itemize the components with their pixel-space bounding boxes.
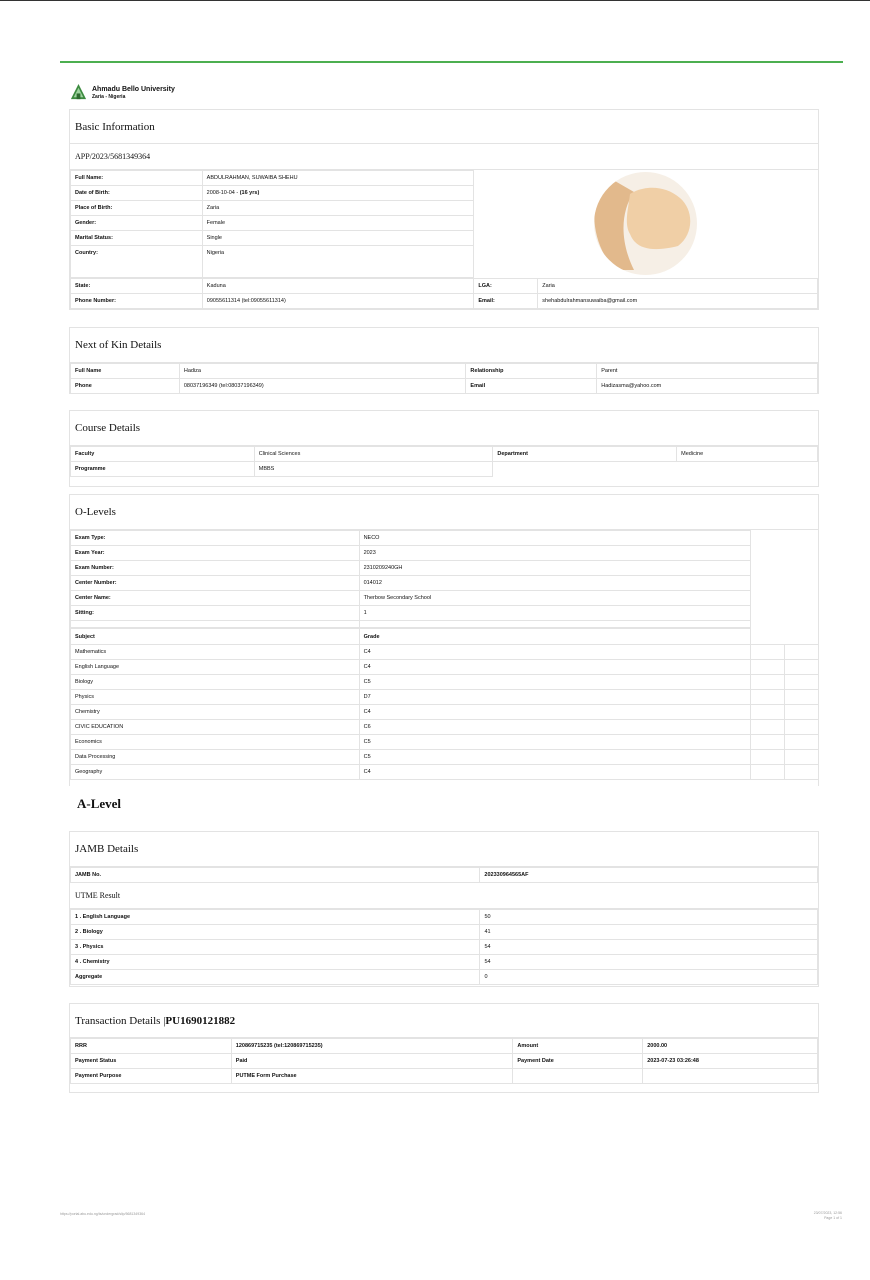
footer-meta <box>814 1211 842 1221</box>
field-label: Relationship <box>466 364 597 379</box>
table-row <box>71 576 751 591</box>
field-label: Exam Year: <box>71 546 360 561</box>
field-label: Exam Number: <box>71 561 360 576</box>
field-label: RRR <box>71 1039 232 1054</box>
dob-value: 2008-10-04 - <box>206 190 240 196</box>
table-row <box>71 606 751 621</box>
field-label: Marital Status: <box>71 231 203 246</box>
subject-grade: C5 <box>359 750 750 765</box>
utme-subject: 3 . Physics <box>71 940 480 955</box>
table-row <box>71 970 818 985</box>
university-header <box>69 83 175 102</box>
field-value: Hadizasma@yahoo.com <box>597 379 818 394</box>
field-label: Phone <box>71 379 180 394</box>
field-label: Date of Birth: <box>71 186 203 201</box>
status-value: Paid <box>231 1054 513 1069</box>
table-row <box>71 735 819 750</box>
table-row <box>71 675 819 690</box>
basic-information-section <box>69 109 819 310</box>
field-label: Exam Type: <box>71 531 360 546</box>
field-value: 09055611314 (tel:09055611314) <box>202 294 474 309</box>
field-label: JAMB No. <box>71 868 480 883</box>
field-value: 2023 <box>359 546 750 561</box>
purpose-value: PUTME Form Purchase <box>231 1069 513 1084</box>
table-row <box>71 940 818 955</box>
empty-cell <box>677 462 818 477</box>
field-label: Faculty <box>71 447 255 462</box>
section-title: O-Levels <box>70 495 818 530</box>
field-label: Full Name <box>71 364 180 379</box>
subject-grade: C4 <box>359 660 750 675</box>
field-label: State: <box>71 279 203 294</box>
header-rule <box>60 61 843 63</box>
table-row <box>71 462 818 477</box>
field-value: MBBS <box>254 462 493 477</box>
field-label: Email <box>466 379 597 394</box>
jamb-no-table <box>70 867 818 883</box>
transaction-table <box>70 1038 818 1084</box>
field-label: Phone Number: <box>71 294 203 309</box>
utme-subject: 4 . Chemistry <box>71 955 480 970</box>
spacer-cell <box>71 621 360 628</box>
jamb-number: 202330964565AF <box>480 868 818 883</box>
aggregate-value: 0 <box>480 970 818 985</box>
field-label: Amount <box>513 1039 643 1054</box>
basic-info-table <box>70 170 474 278</box>
subject-name: Physics <box>71 690 360 705</box>
date-value: 2023-07-23 03:26:48 <box>643 1054 818 1069</box>
subjects-table <box>70 628 819 780</box>
amount-value: 2000.00 <box>643 1039 818 1054</box>
table-row <box>71 186 474 201</box>
field-value: Clinical Sciences <box>254 447 493 462</box>
subject-name: CIVIC EDUCATION <box>71 720 360 735</box>
subject-name: English Language <box>71 660 360 675</box>
o-levels-section <box>69 494 819 786</box>
empty-cell <box>751 660 785 675</box>
kin-table <box>70 363 818 394</box>
table-row <box>71 171 474 186</box>
contact-table <box>70 278 818 309</box>
field-value: Parent <box>597 364 818 379</box>
field-value: 014012 <box>359 576 750 591</box>
utme-score: 50 <box>480 910 818 925</box>
table-row <box>71 660 819 675</box>
field-label: Email: <box>474 294 538 309</box>
field-label: Place of Birth: <box>71 201 203 216</box>
empty-cell <box>751 645 785 660</box>
field-label: Center Number: <box>71 576 360 591</box>
subject-name: Biology <box>71 675 360 690</box>
table-row <box>71 201 474 216</box>
table-row <box>71 868 818 883</box>
empty-cell <box>785 705 819 720</box>
footer-url: https://portal.abu.edu.ng/ts/undergrad/slip/5681349364 <box>60 1212 146 1216</box>
table-row <box>71 1069 818 1084</box>
field-label: Country: <box>71 246 203 278</box>
table-row <box>71 231 474 246</box>
table-row <box>71 720 819 735</box>
jamb-details-section <box>69 831 819 987</box>
empty-cell <box>751 629 785 645</box>
table-row <box>71 546 751 561</box>
utme-score: 54 <box>480 940 818 955</box>
empty-cell <box>751 675 785 690</box>
empty-cell <box>751 690 785 705</box>
passport-photo-icon <box>594 172 697 275</box>
section-title: Basic Information <box>70 110 818 144</box>
empty-cell <box>785 629 819 645</box>
field-value: Female <box>202 216 473 231</box>
field-label: Sitting: <box>71 606 360 621</box>
empty-cell <box>751 750 785 765</box>
empty-cell <box>785 720 819 735</box>
empty-cell <box>493 462 677 477</box>
spacer-row <box>71 621 751 628</box>
course-details-section <box>69 410 819 487</box>
table-row <box>71 705 819 720</box>
table-row <box>71 294 818 309</box>
empty-cell <box>785 645 819 660</box>
course-table <box>70 446 818 477</box>
table-row <box>71 925 818 940</box>
rrr-value: 120869715235 (tel:120869715235) <box>231 1039 513 1054</box>
table-row <box>71 379 818 394</box>
utme-result-title: UTME Result <box>70 883 818 909</box>
field-label: LGA: <box>474 279 538 294</box>
empty-cell <box>785 675 819 690</box>
university-location: Zaria - Nigeria <box>92 93 126 100</box>
section-title: Next of Kin Details <box>70 328 818 363</box>
passport-photo <box>594 172 697 275</box>
university-name: Ahmadu Bello University <box>92 85 175 93</box>
grade-header: Grade <box>359 629 750 645</box>
table-row <box>71 216 474 231</box>
table-row <box>71 531 751 546</box>
table-row <box>71 246 474 278</box>
subject-name: Economics <box>71 735 360 750</box>
university-logo-icon <box>69 83 88 102</box>
field-label: Center Name: <box>71 591 360 606</box>
section-title: JAMB Details <box>70 832 818 867</box>
transaction-reference: PU1690121882 <box>165 1014 236 1027</box>
field-label: Programme <box>71 462 255 477</box>
field-value: Nigeria <box>202 246 473 278</box>
field-label: Gender: <box>71 216 203 231</box>
subject-grade: C5 <box>359 675 750 690</box>
spacer-cell <box>359 621 750 628</box>
field-value: Medicine <box>677 447 818 462</box>
empty-cell <box>785 690 819 705</box>
table-row <box>71 645 819 660</box>
subject-grade: C4 <box>359 645 750 660</box>
subject-grade: D7 <box>359 690 750 705</box>
empty-cell <box>785 750 819 765</box>
section-title <box>70 1004 818 1038</box>
table-row <box>71 364 818 379</box>
field-value: 1 <box>359 606 750 621</box>
subject-grade: C4 <box>359 765 750 780</box>
table-row <box>71 1039 818 1054</box>
table-row <box>71 279 818 294</box>
field-label: Full Name: <box>71 171 203 186</box>
field-value: Zaria <box>538 279 818 294</box>
field-value: Single <box>202 231 473 246</box>
field-value: Hadiza <box>179 364 466 379</box>
transaction-details-section <box>69 1003 819 1093</box>
subject-name: Mathematics <box>71 645 360 660</box>
footer-datetime: 23/07/2023, 12:56 <box>813 1211 842 1215</box>
utme-subject: 1 . English Language <box>71 910 480 925</box>
subject-header: Subject <box>71 629 360 645</box>
field-value: 2310209240GH <box>359 561 750 576</box>
top-border <box>0 0 870 1</box>
utme-result-table <box>70 909 818 985</box>
field-value <box>202 186 473 201</box>
footer-page: Page 1 of 1 <box>824 1216 842 1220</box>
table-row <box>71 447 818 462</box>
empty-cell <box>751 720 785 735</box>
empty-cell <box>785 765 819 780</box>
utme-score: 41 <box>480 925 818 940</box>
table-row <box>71 591 751 606</box>
subject-name: Chemistry <box>71 705 360 720</box>
field-value: Therbow Secondary School <box>359 591 750 606</box>
field-value: shehabdulrahmansuwaiba@gmail.com <box>538 294 818 309</box>
empty-cell <box>513 1069 643 1084</box>
table-row <box>71 690 819 705</box>
section-title: Course Details <box>70 411 818 446</box>
aggregate-label: Aggregate <box>71 970 480 985</box>
empty-cell <box>751 735 785 750</box>
subject-name: Data Processing <box>71 750 360 765</box>
transaction-title: Transaction Details | <box>75 1014 166 1027</box>
field-value: NECO <box>359 531 750 546</box>
field-value: 08037196349 (tel:08037196349) <box>179 379 466 394</box>
field-label: Payment Date <box>513 1054 643 1069</box>
field-label: Department <box>493 447 677 462</box>
utme-score: 54 <box>480 955 818 970</box>
empty-cell <box>785 660 819 675</box>
field-value: ABDULRAHMAN, SUWAIBA SHEHU <box>202 171 473 186</box>
table-row <box>71 765 819 780</box>
empty-cell <box>751 705 785 720</box>
subject-grade: C6 <box>359 720 750 735</box>
field-label: Payment Status <box>71 1054 232 1069</box>
table-row <box>71 910 818 925</box>
table-header-row <box>71 629 819 645</box>
empty-cell <box>785 735 819 750</box>
table-row <box>71 750 819 765</box>
utme-subject: 2 . Biology <box>71 925 480 940</box>
empty-cell <box>643 1069 818 1084</box>
subject-grade: C4 <box>359 705 750 720</box>
age-value: (16 yrs) <box>239 190 260 196</box>
subject-name: Geography <box>71 765 360 780</box>
subject-grade: C5 <box>359 735 750 750</box>
field-label: Payment Purpose <box>71 1069 232 1084</box>
field-value: Zaria <box>202 201 473 216</box>
next-of-kin-section <box>69 327 819 394</box>
table-row <box>71 561 751 576</box>
exam-info-table <box>70 530 751 628</box>
table-row <box>71 1054 818 1069</box>
field-value: Kaduna <box>202 279 474 294</box>
application-number: APP/2023/5681349364 <box>70 144 818 170</box>
empty-cell <box>751 765 785 780</box>
a-level-heading: A-Level <box>77 796 122 811</box>
table-row <box>71 955 818 970</box>
